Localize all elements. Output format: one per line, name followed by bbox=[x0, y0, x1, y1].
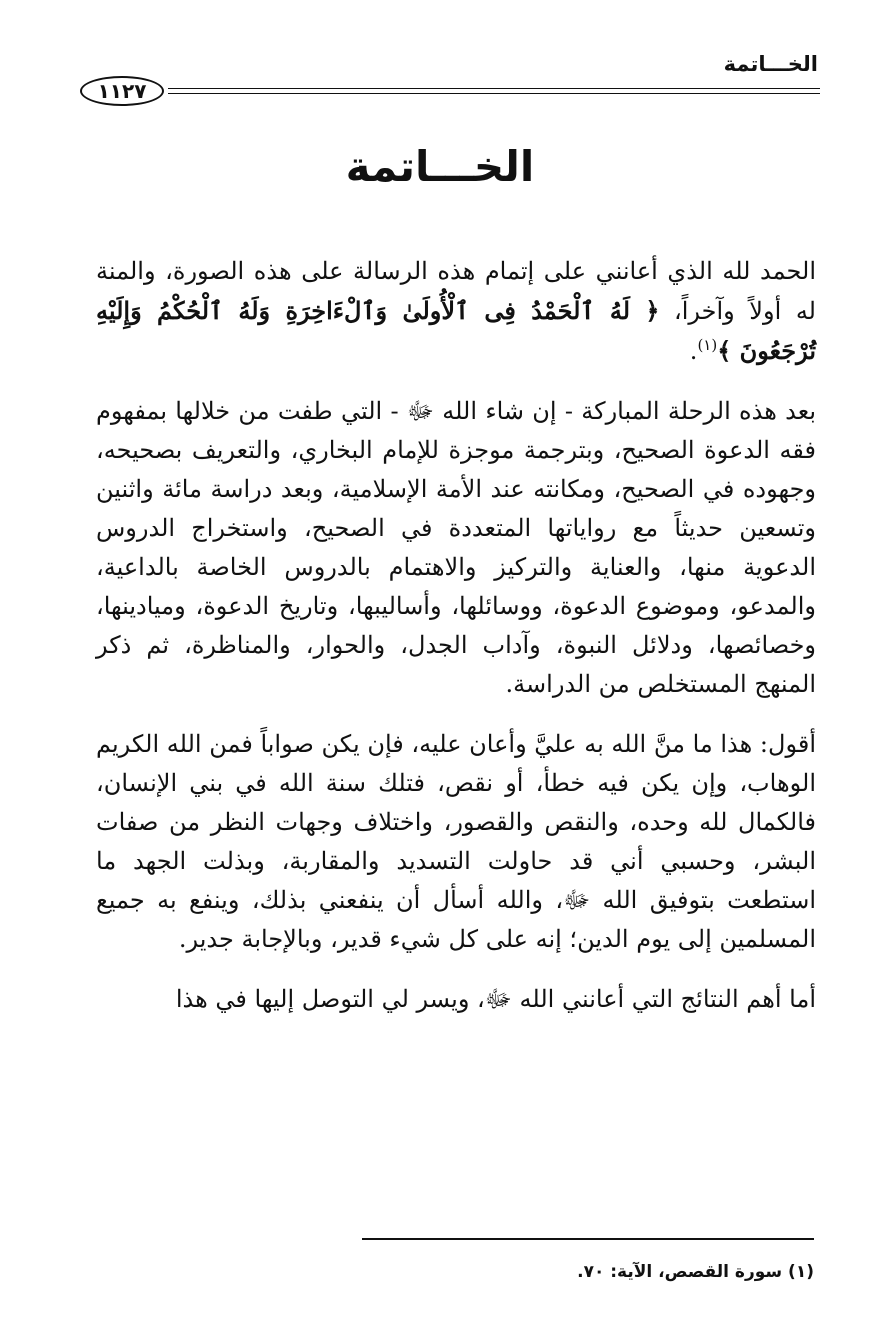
opening-end-punctuation: . bbox=[689, 337, 698, 365]
paragraph-results-intro: أما أهم النتائج التي أعانني الله ﷻ، ويسر لي التوصل إليها في هذا bbox=[175, 985, 816, 1013]
running-header-title: الخـــاتمة bbox=[723, 52, 818, 76]
header-double-rule bbox=[168, 88, 820, 94]
page-number-badge: ١١٢٧ bbox=[80, 76, 164, 106]
body-text bbox=[96, 252, 816, 1040]
footnote-reference: (١) bbox=[697, 336, 718, 354]
opening-text: الحمد لله الذي أعانني على إتمام هذه الرسالة على هذه الصورة، والمنة له أولاً وآخراً، bbox=[96, 257, 816, 325]
paragraph-closing-statement: أقول: هذا ما منَّ الله به عليَّ وأعان عليه، فإن يكن صواباً فمن الله الكريم الوهاب، وإن يكن فيه خطأ، أو نقص، فتلك سنة الله في بني الإنسان، فالكمال لله وحده، والنقص والقصور، واختلاف وجهات النظر من صفات البشر، وحسبي أني قد حاولت التسديد والمقاربة، وبذلت الجهد ما استطعت بتوفيق الله ﷻ، والله أسأل أن ينفعني بذلك، وينفع به جميع المسلمين إلى يوم الدين؛ إنه على كل شيء قدير، وبالإجابة جدير. bbox=[96, 730, 816, 953]
paragraph-summary: بعد هذه الرحلة المباركة - إن شاء الله ﷻ - التي طفت من خلالها بمفهوم فقه الدعوة الصحيح، وبترجمة موجزة للإمام البخاري، والتعريف بصحيحه، وجهوده في الصحيح، ومكانته عند الأمة الإسلامية، وبعد دراسة مائة واثنين وتسعين حديثاً مع رواياتها المتعددة في الصحيح، واستخراج الدروس الدعوية منها، والعناية والتركيز والاهتمام بالدروس الخاصة بالداعية، والمدعو، وموضوع الدعوة، ووسائلها، وأساليبها، وتاريخ الدعوة، وميادينها، وخصائصها، ودلائل النبوة، وآداب الجدل، والحوار، والمناظرة، ثم ذكر المنهج المستخلص من الدراسة. bbox=[96, 397, 816, 698]
paragraph-opening bbox=[96, 252, 816, 371]
footnote-marker: (١) bbox=[788, 1262, 814, 1282]
footnote-separator bbox=[362, 1238, 814, 1240]
chapter-title: الخـــاتمة bbox=[345, 142, 535, 191]
footnote bbox=[94, 1262, 814, 1282]
footnote-text: سورة القصص، الآية: ٧٠. bbox=[577, 1262, 783, 1282]
quran-verse: ﴿ لَهُ ٱلْحَمْدُ فِى ٱلْأُولَىٰ وَٱلْءَاخِرَةِ وَلَهُ ٱلْحُكْمُ وَإِلَيْهِ تُرْجَعُونَ ﴾ bbox=[96, 296, 816, 365]
